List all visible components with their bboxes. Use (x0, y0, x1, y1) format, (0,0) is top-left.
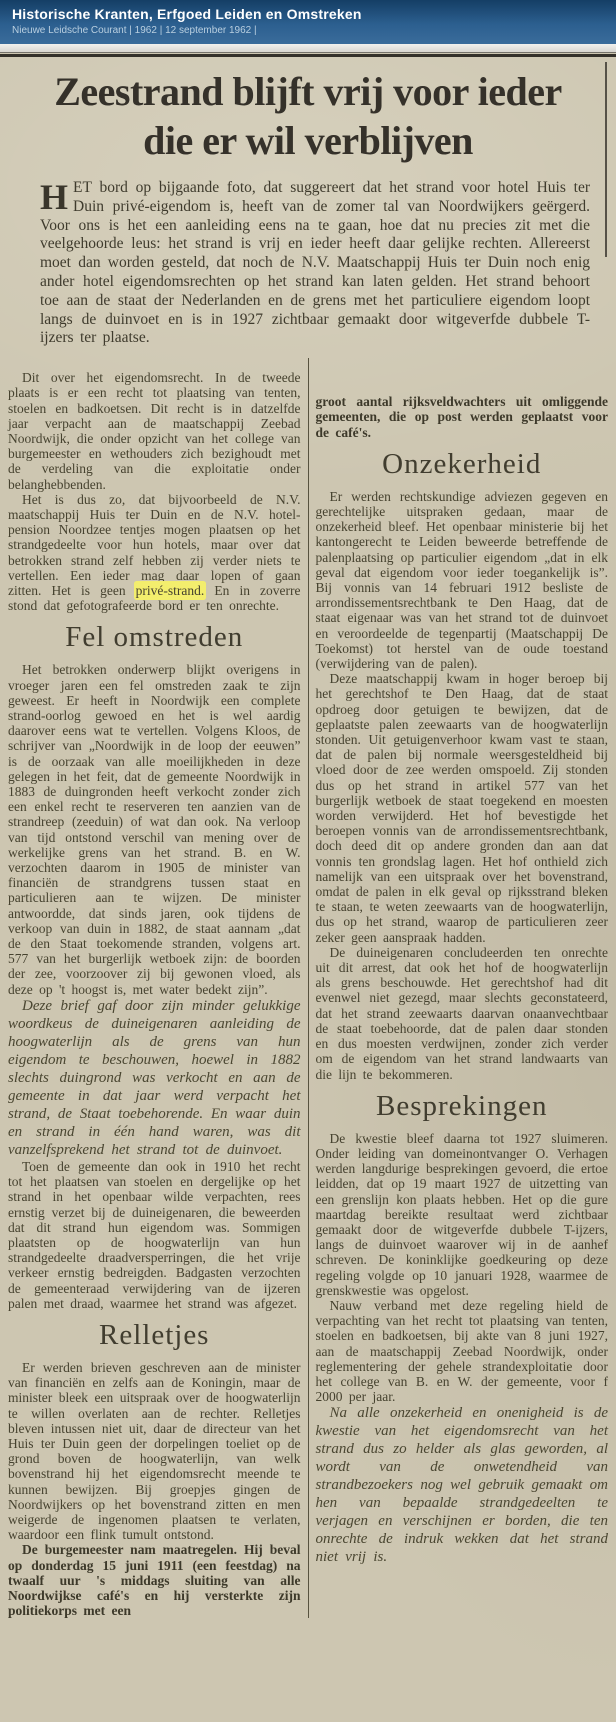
right-column (316, 358, 609, 1618)
section-heading-fel-omstreden: Fel omstreden (65, 621, 244, 654)
site-title-link[interactable]: Historische Kranten, Erfgoed Leiden en Omstreken (12, 6, 362, 22)
paragraph-with-highlight (8, 492, 301, 614)
section-heading-besprekingen: Besprekingen (376, 1089, 548, 1122)
site-header (0, 0, 616, 44)
column-divider-rule (308, 358, 309, 1618)
paragraph: Dit over het eigendomsrecht. In de tweede plaats is er een recht tot plaatsing van tenten, stoelen en badkoetsen. Dit recht is in datzelfde jaar verpacht aan de maatschappij Zeebad Noordwijk, die onder opzicht van het college van burgemeester en wethouders zich bezighoudt met de verdeling van die exploitatie onder belanghebbenden. (8, 370, 301, 492)
article-headline (0, 57, 616, 165)
search-highlight: privé-strand. (135, 583, 205, 599)
paragraph: Toen de gemeente dan ook in 1910 het recht tot het plaatsen van stoelen en dergelijke op het strand in het openbaar wilde verpachten, rees ernstig verzet bij de duineigenaren, die beweerden dat dit strand hun eigendom was. Sommigen plaatsten op de hoogwaterlijn van hun strandgedeelte draadversperringen, die het vrije verkeer ernstig bedreigden. Badgasten verzochten de gemeenteraad verwijdering van de ijzeren palen met draad, waarmee het strand was afgezet. (8, 1158, 301, 1311)
paragraph: Het betrokken onderwerp blijkt overigens in vroeger jaren een fel omstreden zaak te zijn geweest. Er heeft in Noordwijk een complete strand-oorlog gewoed en het is wel aardig daarover eens wat te vertellen. Volgens Kloos, de schrijver van „Noordwijk in de loop der eeuwen” is de oorzaak van alle moeilijkheden in deze gelegen in het feit, dat de gemeente Noordwijk in 1883 de duingronden heeft verkocht zonder zich een enkel recht te reserveren ten aanzien van de strandreep (zeeduin) of wat dan ook. Na verloop van tijd ontstond verschil van mening over de werkelijke grens van het strand. B. en W. verzochten daarom in 1905 de minister van financiën de strandgrens tussen staat en particulieren aan te wijzen. De minister antwoordde, dat sinds jaren, ook tijdens de verkoop van duin in 1882, de staat aannam „dat de den Staat toekomende stranden, volgens art. 577 van het burgerlijk wetboek zijn: de boorden der zee, voorzoover zij bij gewonen vloed, als deze op 't hoogst is, met water bedekt zijn”. (8, 662, 301, 997)
paragraph-text: Het is dus zo, dat bijvoorbeeld de N.V. maatschappij Huis ter Duin en de N.V. hotel-pension Noordzee tentjes mogen plaatsen op het strandgedeelte voor hun hotels, maar over dat betrokken strand zelf hebben zij verder niets te vertellen. Een ieder mag daar lopen of gaan zitten. Het is geen (8, 491, 301, 599)
article-columns (0, 358, 616, 1618)
headline-line-1: Zeestrand blijft vrij voor ieder (54, 69, 562, 114)
edition-info: Nieuwe Leidsche Courant | 1962 | 12 september 1962 | (12, 25, 257, 36)
article-lede (0, 179, 616, 348)
lede-text: ET bord op bijgaande foto, dat suggereert dat het strand voor hotel Huis ter Duin privé-eigendom is, heeft van de zomer tal van Noordwijkers geërgerd. Voor ons is het een aanleiding eens na te gaan, hoe dat nu precies zit met die veelgehoorde leus: het strand is vrij en ieder heeft daar gelijke rechten. Allereerst moet dan worden gesteld, dat noch de N.V. Maatschappij Huis ter Duin noch enig ander hotel eigendomsrechten op het strand kan laten gelden. Het strand behoort toe aan de staat der Nederlanden en de grens met het particuliere eigendom loopt langs de duinvoet en is in 1927 zichtbaar gemaakt door witgeverfde dubbele T-ijzers ter plaatse. (40, 179, 590, 347)
paragraph-italic: Na alle onzekerheid en onenigheid is de kwestie van het eigendomsrecht van het strand dus zo helder als glas geworden, al wordt van de onwetendheid van strandbezoekers nog wel gebruik gemaakt om hen van bepaalde strandgedeelten te verjagen en verschijnen er borden, die ten onrechte de indruk wekken dat het strand niet vrij is. (315, 1405, 608, 1566)
headline-line-2: die er wil verblijven (143, 118, 473, 163)
paragraph: Nauw verband met deze regeling hield de verpachting van het recht tot plaatsing van tenten, stoelen en badkoetsen, bij akte van 8 juni 1927, aan de maatschappij Zeebad Noordwijk, onder reglementering der gehele strandexploitatie door het college van B. en W. der gemeente, voor f 2000 per jaar. (315, 1297, 608, 1405)
paragraph-bold: De burgemeester nam maatregelen. Hij beval op donderdag 15 juni 1911 (een feestdag) na twaalf uur 's middags sluiting van alle Noordwijkse café's en hij versterkte zijn politiekorps met een (8, 1542, 301, 1619)
paragraph-italic: Deze brief gaf door zijn minder gelukkige woordkeus de duineigenaren aanleiding de hoogwaterlijn als de grens van hun eigendom te beschouwen, hoewel in 1882 slechts duingrond was verkocht en aan de gemeente in dat jaar werd verpacht het strand, de Staat toebehorende. En waar duin en strand in één hand waren, was dit vanzelfsprekend het strand tot de duinvoet. (8, 997, 301, 1158)
paragraph: Er werden brieven geschreven aan de minister van financiën en zelfs aan de Koningin, maar de minister bleek een uitspraak over de hoogwaterlijn te willen overlaten aan de rechter. Relletjes bleven intussen niet uit, daar de directeur van het Huis ter Duin geen der dorpelingen toeliet op de grond boven de hoogwaterlijn, van welk bovenstrand hij het eigendomsrecht meende te kunnen bewijzen. Bij groepjes gingen de Noordwijkers op het bovenstrand zitten en men weigerde de ingenomen plaatsen te verlaten, waardoor een flink tumult ontstond. (8, 1359, 301, 1543)
paragraph: Deze maatschappij kwam in hoger beroep bij het gerechtshof te Den Haag, dat de staat opdroeg door getuigen te bewijzen, dat de geplaatste palen zeewaarts van de hoogwaterlijn stonden. Uit getuigenverhoor kwam vast te staan, dat de palen bij normale weersgesteldheid bij vloed door de zee werden omspoeld. Zij stonden dus op het strand in artikel 577 van het burgerlijk wetboek de staat toegekend en moesten worden verwijderd. Het hof bevestigde het beroepen vonnis van de arrondissementsrechtbank, doch deed dit op andere gronden dan aan dat vonnis ten grondslag lagen. Het hof onthield zich namelijk van een uitspraak over het bovenstrand, omdat de palen in elk geval op rijksstrand bleken te staan, te weten zeewaarts van de hoogwaterlijn, dus op het strand, waarop de particulieren zeer zeker geen aanspraak hadden. (315, 671, 608, 945)
left-column (8, 358, 301, 1618)
paragraph-text: En in zoverre stond dat gefotografeerde bord er ten onrechte. (8, 583, 301, 614)
paragraph-bold: groot aantal rijksveldwachters uit omliggende gemeenten, die op post werden geplaatst voor de café's. (315, 394, 608, 440)
drop-cap: H (40, 177, 69, 217)
header-divider (0, 44, 616, 53)
paragraph: De kwestie bleef daarna tot 1927 sluimeren. Onder leiding van domeinontvanger O. Verhagen werden langdurige besprekingen gevoerd, die ertoe leidden, dat op 19 maart 1927 de uitzetting van een grenslijn kon plaats hebben. Het op die gure maartdag bereikte resultaat werd zichtbaar gemaakt door de witgeverfde dubbele T-ijzers, langs de duinvoet waarover wij in de aanhef schreven. De koninklijke goedkeuring op deze regeling volgde op 10 januari 1928, waarmee de grenskwestie was opgelost. (315, 1130, 608, 1298)
section-heading-relletjes: Relletjes (99, 1318, 210, 1351)
paragraph: De duineigenaren concludeerden ten onrechte uit dit arrest, dat ook het hof de hoogwaterlijn als grens beschouwde. Het gerechtshof had dit evenwel niet gezegd, maar slechts geconstateerd, dat het strand zeewaarts daarvan onaanvechtbaar de staat toebehoorde, dat de palen daar stonden en dus moesten verdwijnen, zonder zich verder om de eigendom van het strand landwaarts van die lijn te bekommeren. (315, 944, 608, 1082)
paragraph: Er werden rechtskundige adviezen gegeven en gerechtelijke uitspraken gedaan, maar de onzekerheid bleef. Het openbaar ministerie bij het kantongerecht te Leiden beweerde betreffende de palenplaatsing op particulier eigendom „dat in elk geval dat eigendom voor ieder toegankelijk is”. Bij vonnis van 14 februari 1912 besliste de arrondissementsrechtbank te Den Haag, dat de staat eigenaar was van het strand tot de duinvoet en veroordeelde de tegenpartij (Maatschappij De Toekomst) tot herstel van de oude toestand (verwijdering van de palen). (315, 488, 608, 672)
scan-column-rule-right (605, 62, 607, 257)
section-heading-onzekerheid: Onzekerheid (382, 447, 542, 480)
newspaper-scan (0, 54, 616, 1722)
